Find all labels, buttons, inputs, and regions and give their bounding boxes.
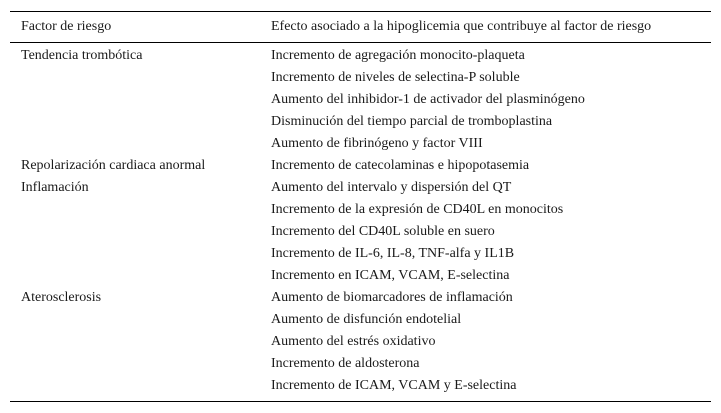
header-row [10,12,711,43]
risk-factor-cell [10,67,260,89]
table-row [10,353,711,375]
effect-cell: Disminución del tiempo parcial de tromboplastina [271,114,553,129]
effect-cell: Incremento de catecolaminas e hipopotasemia [271,158,530,173]
risk-factor-cell [10,133,260,155]
table-row [10,265,711,287]
effect-cell: Incremento de aldosterona [271,356,420,371]
effect-cell: Aumento de biomarcadores de inflamación [271,290,513,305]
risk-factor-table-container [10,11,711,402]
table-row [10,67,711,89]
effect-cell: Incremento del CD40L soluble en suero [271,224,495,239]
risk-factor-cell [10,243,260,265]
risk-factor-cell [10,375,260,402]
risk-factor-cell [10,199,260,221]
risk-factor-cell [10,353,260,375]
header-effect: Efecto asociado a la hipoglicemia que contribuye al factor de riesgo [271,19,652,34]
footer-rule-cell [10,402,711,403]
table-row [10,221,711,243]
risk-factor-cell [10,331,260,353]
effect-cell: Incremento de ICAM, VCAM y E-selectina [271,378,517,393]
table-body [10,43,711,402]
risk-factor-cell [10,221,260,243]
table-row [10,243,711,265]
table-row [10,331,711,353]
risk-factor-cell [10,89,260,111]
effect-cell: Incremento en ICAM, VCAM, E-selectina [271,268,510,283]
effect-cell: Incremento de niveles de selectina-P soluble [271,70,520,85]
effect-cell: Aumento del inhibidor-1 de activador del plasminógeno [271,92,585,107]
risk-factor-cell: Repolarización cardiaca anormal [21,158,206,173]
table-row [10,89,711,111]
effect-cell: Aumento de fibrinógeno y factor VIII [271,136,483,151]
table-row [10,287,711,309]
table-row [10,177,711,199]
table-header [10,12,711,43]
table-row [10,375,711,402]
effect-cell: Aumento de disfunción endotelial [271,312,462,327]
table-row [10,155,711,177]
risk-factor-table [10,11,711,402]
risk-factor-cell: Aterosclerosis [21,290,102,305]
table-footer-rule [10,402,711,403]
effect-cell: Aumento del estrés oxidativo [271,334,436,349]
table-row [10,133,711,155]
table-row [10,309,711,331]
effect-cell: Aumento del intervalo y dispersión del QT [271,180,512,195]
effect-cell: Incremento de la expresión de CD40L en monocitos [271,202,564,217]
effect-cell: Incremento de IL-6, IL-8, TNF-alfa y IL1B [271,246,515,261]
risk-factor-cell [10,265,260,287]
risk-factor-cell: Inflamación [21,180,89,195]
effect-cell: Incremento de agregación monocito-plaqueta [271,48,525,63]
risk-factor-cell [10,309,260,331]
risk-factor-cell: Tendencia trombótica [21,48,143,63]
risk-factor-cell [10,111,260,133]
table-row [10,199,711,221]
header-risk-factor: Factor de riesgo [21,19,112,34]
table-row [10,111,711,133]
footer-rule-row [10,402,711,403]
table-row [10,43,711,68]
